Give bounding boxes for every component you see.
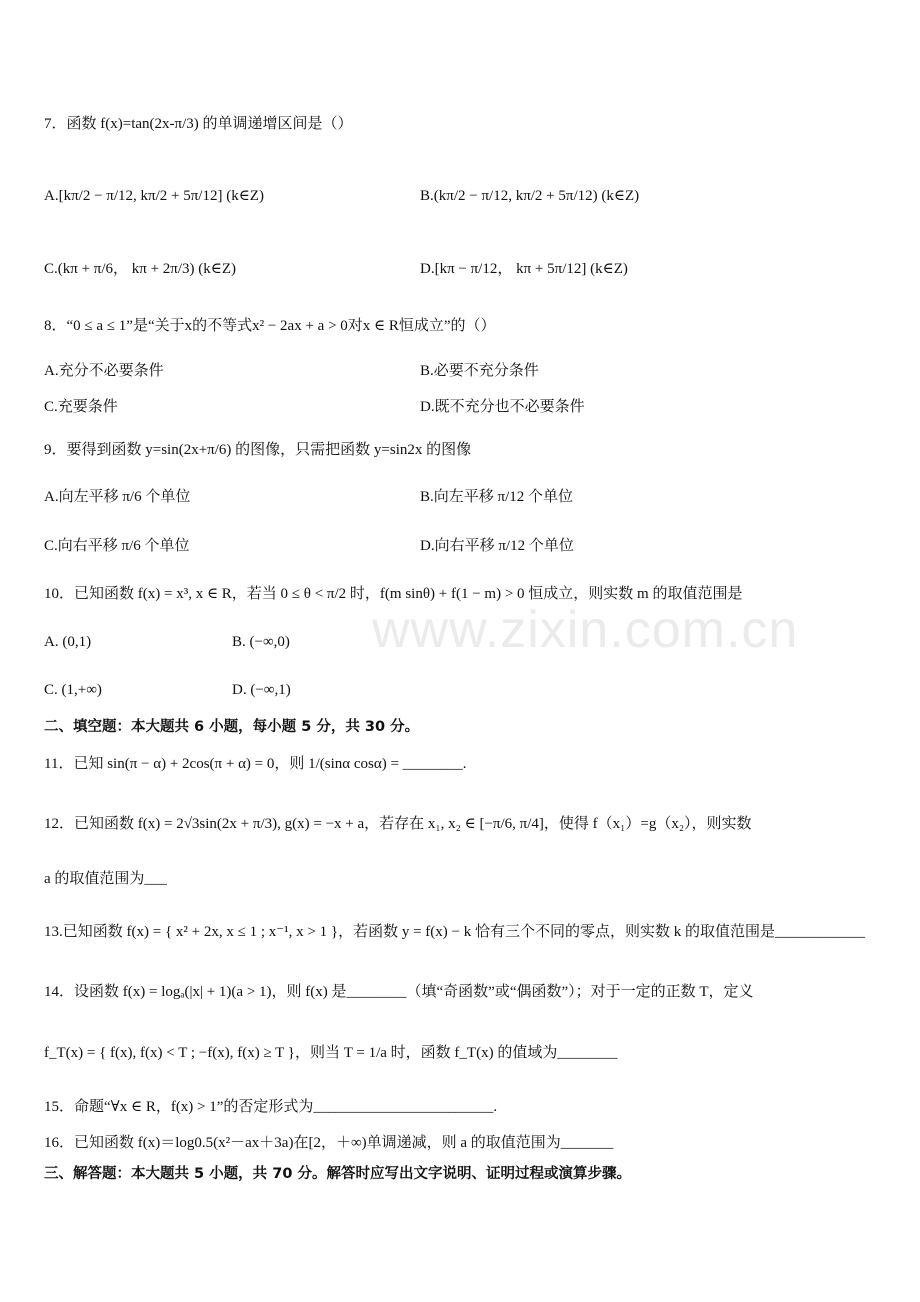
q8-option-a: A.充分不必要条件 <box>44 363 164 379</box>
q10-option-b: B. (−∞,0) <box>232 634 290 650</box>
q9-option-c: C.向右平移 π/6 个单位 <box>44 538 190 554</box>
q8-option-c: C.充要条件 <box>44 399 118 415</box>
q14-stem-line1: 14．设函数 f(x) = logₐ(|x| + 1)(a > 1)，则 f(x) 是________（填“奇函数”或“偶函数”）；对于一定的正数 T，定义 <box>44 984 754 1000</box>
q14-stem-line2: f_T(x) = { f(x), f(x) < T ; −f(x), f(x) ≥ T }，则当 T = 1/a 时，函数 f_T(x) 的值域为________ <box>44 1045 618 1061</box>
section-fill-in-heading: 二、填空题：本大题共 6 小题，每小题 5 分，共 30 分。 <box>44 719 420 735</box>
q9-option-a: A.向左平移 π/6 个单位 <box>44 489 191 505</box>
q7-option-c: C.(kπ + π/6， kπ + 2π/3) (k∈Z) <box>44 261 237 277</box>
q12-stem-line1: 12．已知函数 f(x) = 2√3sin(2x + π/3), g(x) = −x + a，若存在 x₁, x₂ ∈ [−π/6, π/4]，使得 f（x₁）=g（x₂），则实数 <box>44 816 752 832</box>
q13-stem: 13.已知函数 f(x) = { x² + 2x, x ≤ 1 ; x⁻¹, x > 1 }，若函数 y = f(x) − k 恰有三个不同的零点，则实数 k 的取值范围是____________ <box>44 924 865 940</box>
watermark: www.zixin.com.cn <box>372 601 799 659</box>
q8-option-d: D.既不充分也不必要条件 <box>420 399 585 415</box>
q10-option-d: D. (−∞,1) <box>232 682 291 698</box>
q7-option-a: A.[kπ/2 − π/12, kπ/2 + 5π/12] (k∈Z) <box>44 188 264 204</box>
section-solution-heading: 三、解答题：本大题共 5 小题，共 70 分。解答时应写出文字说明、证明过程或演算步骤。 <box>44 1166 631 1182</box>
q7-stem: 7．函数 f(x)=tan(2x-π/3) 的单调递增区间是（） <box>44 116 353 132</box>
q10-stem: 10．已知函数 f(x) = x³, x ∈ R，若当 0 ≤ θ < π/2 时，f(m sinθ) + f(1 − m) > 0 恒成立，则实数 m 的取值范围是 <box>44 586 743 602</box>
q8-stem: 8．“0 ≤ a ≤ 1”是“关于x的不等式x² − 2ax + a > 0对x ∈ R恒成立”的（） <box>44 318 496 334</box>
q7-option-b: B.(kπ/2 − π/12, kπ/2 + 5π/12) (k∈Z) <box>420 188 640 204</box>
q9-option-d: D.向右平移 π/12 个单位 <box>420 538 574 554</box>
q16-stem: 16．已知函数 f(x)＝log0.5(x²－ax＋3a)在[2，＋∞)单调递减，则 a 的取值范围为_______ <box>44 1135 614 1151</box>
q9-stem: 9．要得到函数 y=sin(2x+π/6) 的图像，只需把函数 y=sin2x 的图像 <box>44 442 472 458</box>
q9-option-b: B.向左平移 π/12 个单位 <box>420 489 573 505</box>
q12-stem-line2: a 的取值范围为___ <box>44 871 167 887</box>
q15-stem: 15．命题“∀x ∈ R，f(x) > 1”的否定形式为________________________. <box>44 1099 498 1115</box>
q7-option-d: D.[kπ − π/12， kπ + 5π/12] (k∈Z) <box>420 261 628 277</box>
q8-option-b: B.必要不充分条件 <box>420 363 539 379</box>
q10-option-c: C. (1,+∞) <box>44 682 102 698</box>
q11-stem: 11．已知 sin(π − α) + 2cos(π + α) = 0，则 1/(sinα cosα) = ________. <box>44 756 467 772</box>
q10-option-a: A. (0,1) <box>44 634 92 650</box>
